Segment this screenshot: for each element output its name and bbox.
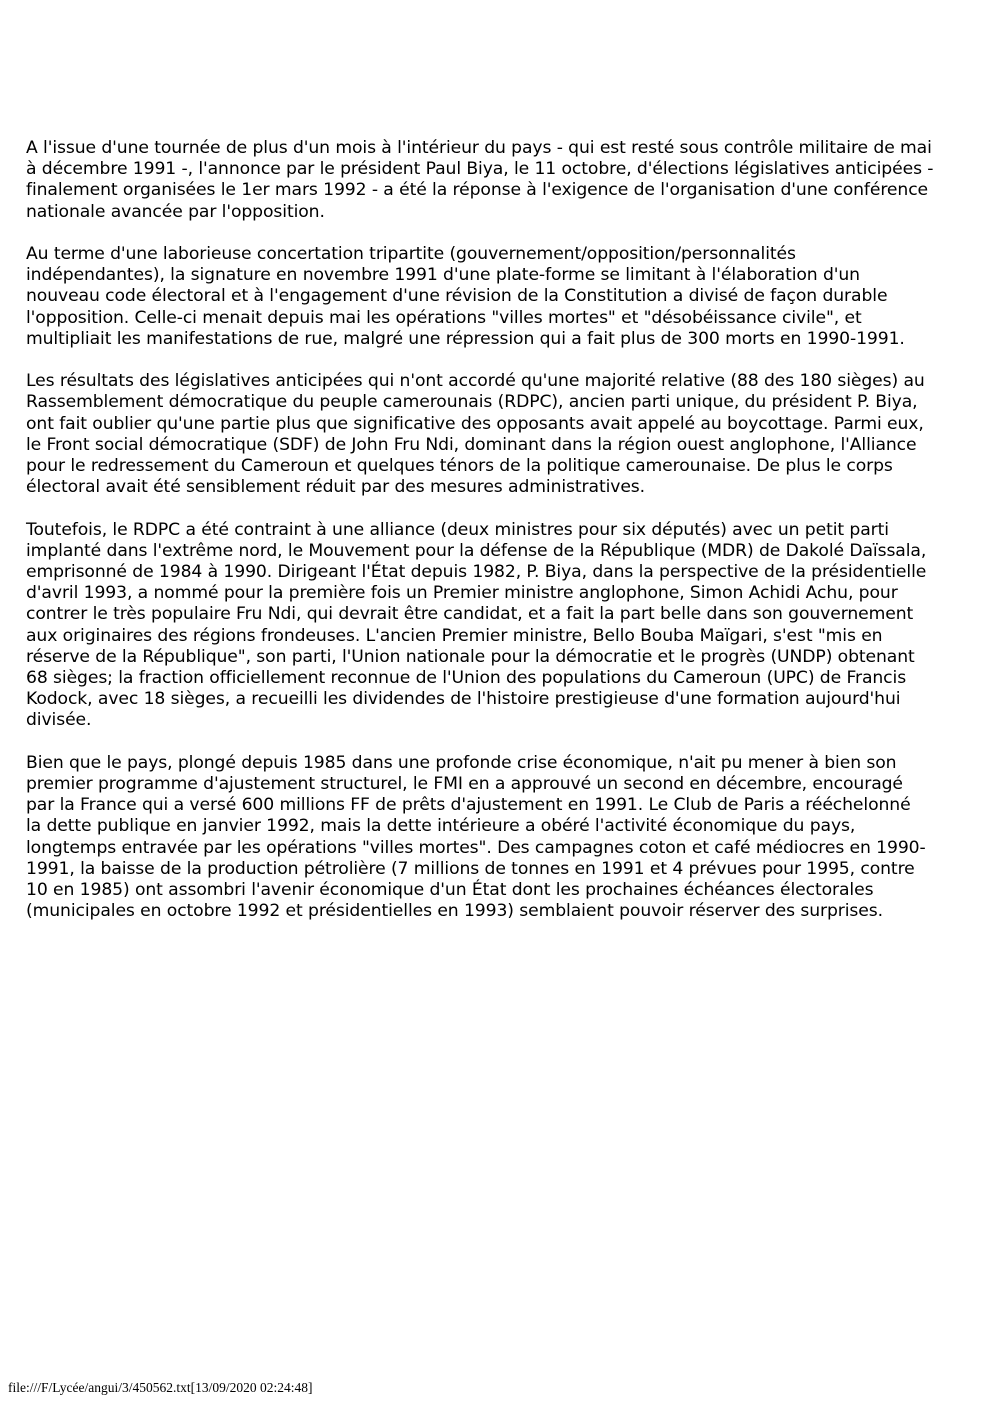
document-body — [26, 138, 966, 944]
paragraph-4: Toutefois, le RDPC a été contraint à une alliance (deux ministres pour six députés) avec un petit parti implanté dans l'extrême nord, le Mouvement pour la défense de la République (MDR) de Dakolé Daïssala, emprisonné de 1984 à 1990. Dirigeant l'État depuis 1982, P. Biya, dans la perspective de la présidentielle d'avril 1993, a nommé pour la première fois un Premier ministre anglophone, Simon Achidi Achu, pour contrer le très populaire Fru Ndi, qui devrait être candidat, et a fait la part belle dans son gouvernement aux originaires des régions frondeuses. L'ancien Premier ministre, Bello Bouba Maïgari, s'est "mis en réserve de la République", son parti, l'Union nationale pour la démocratie et le progrès (UNDP) obtenant 68 sièges; la fraction officiellement reconnue de l'Union des populations du Cameroun (UPC) de Francis Kodock, avec 18 sièges, a recueilli les dividendes de l'histoire prestigieuse d'une formation aujourd'hui divisée. — [26, 519, 927, 731]
paragraph-2: Au terme d'une laborieuse concertation tripartite (gouvernement/opposition/personnalités indépendantes), la signature en novembre 1991 d'une plate-forme se limitant à l'élaboration d'un nouveau code électoral et à l'engagement d'une révision de la Constitution a divisé de façon durable l'opposition. Celle-ci menait depuis mai les opérations "villes mortes" et "désobéissance civile", et multipliait les manifestations de rue, malgré une répression qui a fait plus de 300 morts en 1990-1991. — [26, 244, 905, 349]
paragraph-3: Les résultats des législatives anticipées qui n'ont accordé qu'une majorité relative (88 des 180 sièges) au Rassemblement démocratique du peuple camerounais (RDPC), ancien parti unique, du président P. Biya, ont fait oublier qu'une partie plus que significative des opposants avait appelé au boycottage. Parmi eux, le Front social démocratique (SDF) de John Fru Ndi, dominant dans la région ouest anglophone, l'Alliance pour le redressement du Cameroun et quelques ténors de la politique camerounaise. De plus le corps électoral avait été sensiblement réduit par des mesures administratives. — [26, 371, 925, 498]
paragraph-5: Bien que le pays, plongé depuis 1985 dans une profonde crise économique, n'ait pu mener à bien son premier programme d'ajustement structurel, le FMI en a approuvé un second en décembre, encouragé par la France qui a versé 600 millions FF de prêts d'ajustement en 1991. Le Club de Paris a rééchelonné la dette publique en janvier 1992, mais la dette intérieure a obéré l'activité économique du pays, longtemps entravée par les opérations "villes mortes". Des campagnes coton et café médiocres en 1990- 1991, la baisse de la production pétrolière (7 millions de tonnes en 1991 et 4 prévues pour 1995, contre 10 en 1985) ont assombri l'avenir économique d'un État dont les prochaines échéances électorales (municipales en octobre 1992 et présidentielles en 1993) semblaient pouvoir réserver des surprises. — [26, 752, 926, 922]
page-footer-file-path: file:///F/Lycée/angui/3/450562.txt[13/09/2020 02:24:48] — [8, 1380, 313, 1395]
paragraph-1: A l'issue d'une tournée de plus d'un mois à l'intérieur du pays - qui est resté sous contrôle militaire de mai à décembre 1991 -, l'annonce par le président Paul Biya, le 11 octobre, d'élections législatives anticipées - finalement organisées le 1er mars 1992 - a été la réponse à l'exigence de l'organisation d'une conférence nationale avancée par l'opposition. — [26, 138, 934, 222]
